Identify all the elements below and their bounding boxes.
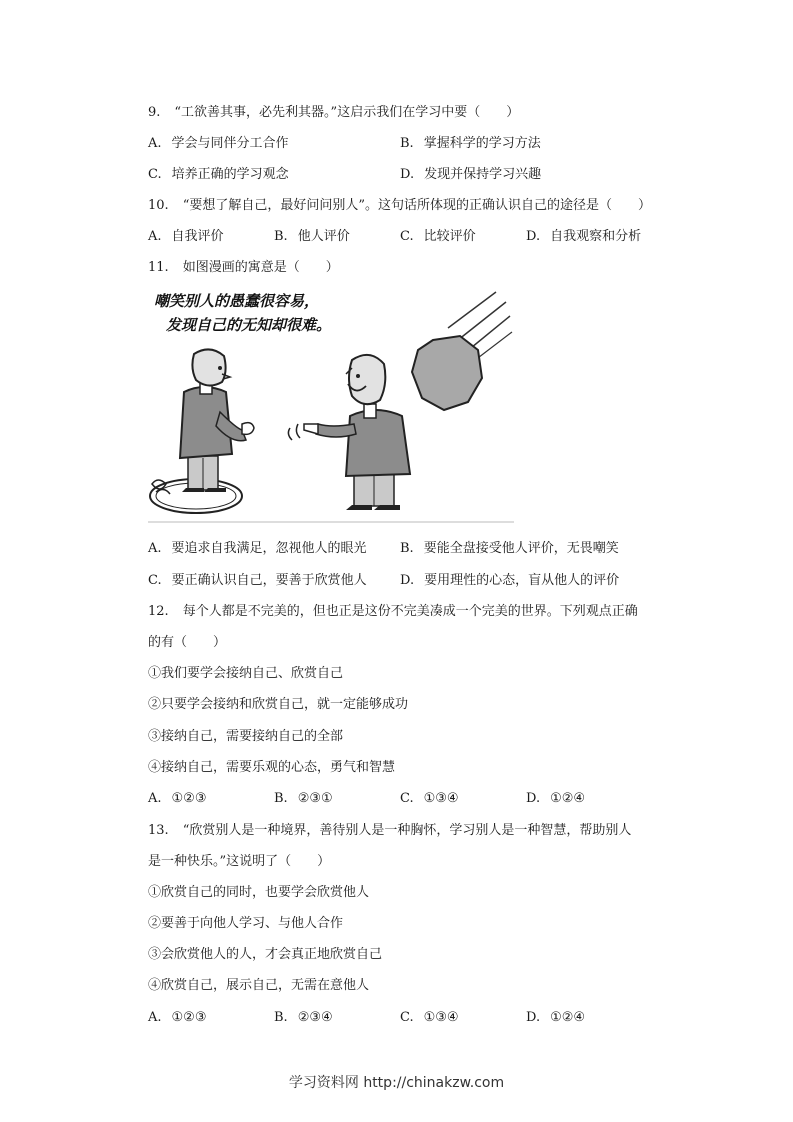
q12-stem-line-2: 的有（ ） [148,635,227,650]
q11-option-c[interactable]: C. 要正确认识自己，要善于欣赏他人 [148,573,367,588]
q9-number: 9. [148,105,161,120]
q9-stem: “工欲善其事，必先利其器。”这启示我们在学习中要（ ） [174,105,520,120]
q11-option-d[interactable]: D. 要用理性的心态，盲从他人的评价 [400,573,620,588]
q9-option-d[interactable]: D. 发现并保持学习兴趣 [400,167,542,182]
q9-option-a[interactable]: A. 学会与同伴分工合作 [148,136,289,151]
q10-option-b[interactable]: B. 他人评价 [274,229,350,244]
q12-statement-2: ②只要学会接纳和欣赏自己，就一定能够成功 [148,697,409,712]
cartoon-caption-line-2: 发现自己的无知却很难。 [166,316,332,334]
q11-stem-line [148,259,339,277]
q13-stem: “欣赏别人是一种境界，善待别人是一种胸怀，学习别人是一种智慧，帮助别人 [182,823,632,838]
q11-stem: 如图漫画的寓意是（ ） [182,260,339,275]
q12-statement-3: ③接纳自己，需要接纳自己的全部 [148,729,344,744]
q10-number: 10. [148,198,169,213]
q9-stem-line [148,104,519,122]
cartoon-caption-line-1: 嘲笑别人的愚蠢很容易， [154,292,320,310]
q12-statement-4: ④接纳自己，需要乐观的心态，勇气和智慧 [148,760,396,775]
q13-statement-1: ①欣赏自己的同时，也要学会欣赏他人 [148,885,370,900]
q9-option-b[interactable]: B. 掌握科学的学习方法 [400,136,541,151]
q13-statement-4: ④欣赏自己，展示自己，无需在意他人 [148,978,370,993]
q10-stem: “要想了解自己，最好问问别人”。这句话所体现的正确认识自己的途径是（ ） [182,198,651,213]
q12-number: 12. [148,604,169,619]
q13-statement-2: ②要善于向他人学习、与他人合作 [148,916,344,931]
q10-stem-line [148,197,651,215]
q11-option-a[interactable]: A. 要追求自我满足，忽视他人的眼光 [148,541,367,556]
q13-statement-3: ③会欣赏他人的人，才会真正地欣赏自己 [148,947,383,962]
q13-option-a[interactable]: A. ①②③ [148,1010,207,1025]
q12-stem: 每个人都是不完美的，但也正是这份不完美凑成一个完美的世界。下列观点正确 [182,604,638,619]
q12-statement-1: ①我们要学会接纳自己、欣赏自己 [148,666,344,681]
q12-option-b[interactable]: B. ②③① [274,791,333,806]
page-footer[interactable]: 学习资料网 http://chinakzw.com [288,1075,505,1091]
q11-option-b[interactable]: B. 要能全盘接受他人评价，无畏嘲笑 [400,541,619,556]
q12-option-a[interactable]: A. ①②③ [148,791,207,806]
q13-stem-line-2: 是一种快乐。”这说明了（ ） [148,854,331,869]
q12-stem-line-1 [148,603,638,621]
q13-option-d[interactable]: D. ①②④ [526,1010,586,1025]
q13-stem-line-1 [148,822,631,840]
q11-number: 11. [148,260,169,275]
q13-number: 13. [148,823,169,838]
q12-option-d[interactable]: D. ①②④ [526,791,586,806]
q10-option-c[interactable]: C. 比较评价 [400,229,476,244]
q9-option-c[interactable]: C. 培养正确的学习观念 [148,167,289,182]
q10-option-d[interactable]: D. 自我观察和分析 [526,229,642,244]
q12-option-c[interactable]: C. ①③④ [400,791,459,806]
q13-option-c[interactable]: C. ①③④ [400,1010,459,1025]
cartoon-illustration [148,288,514,524]
q10-option-a[interactable]: A. 自我评价 [148,229,224,244]
q13-option-b[interactable]: B. ②③④ [274,1010,333,1025]
